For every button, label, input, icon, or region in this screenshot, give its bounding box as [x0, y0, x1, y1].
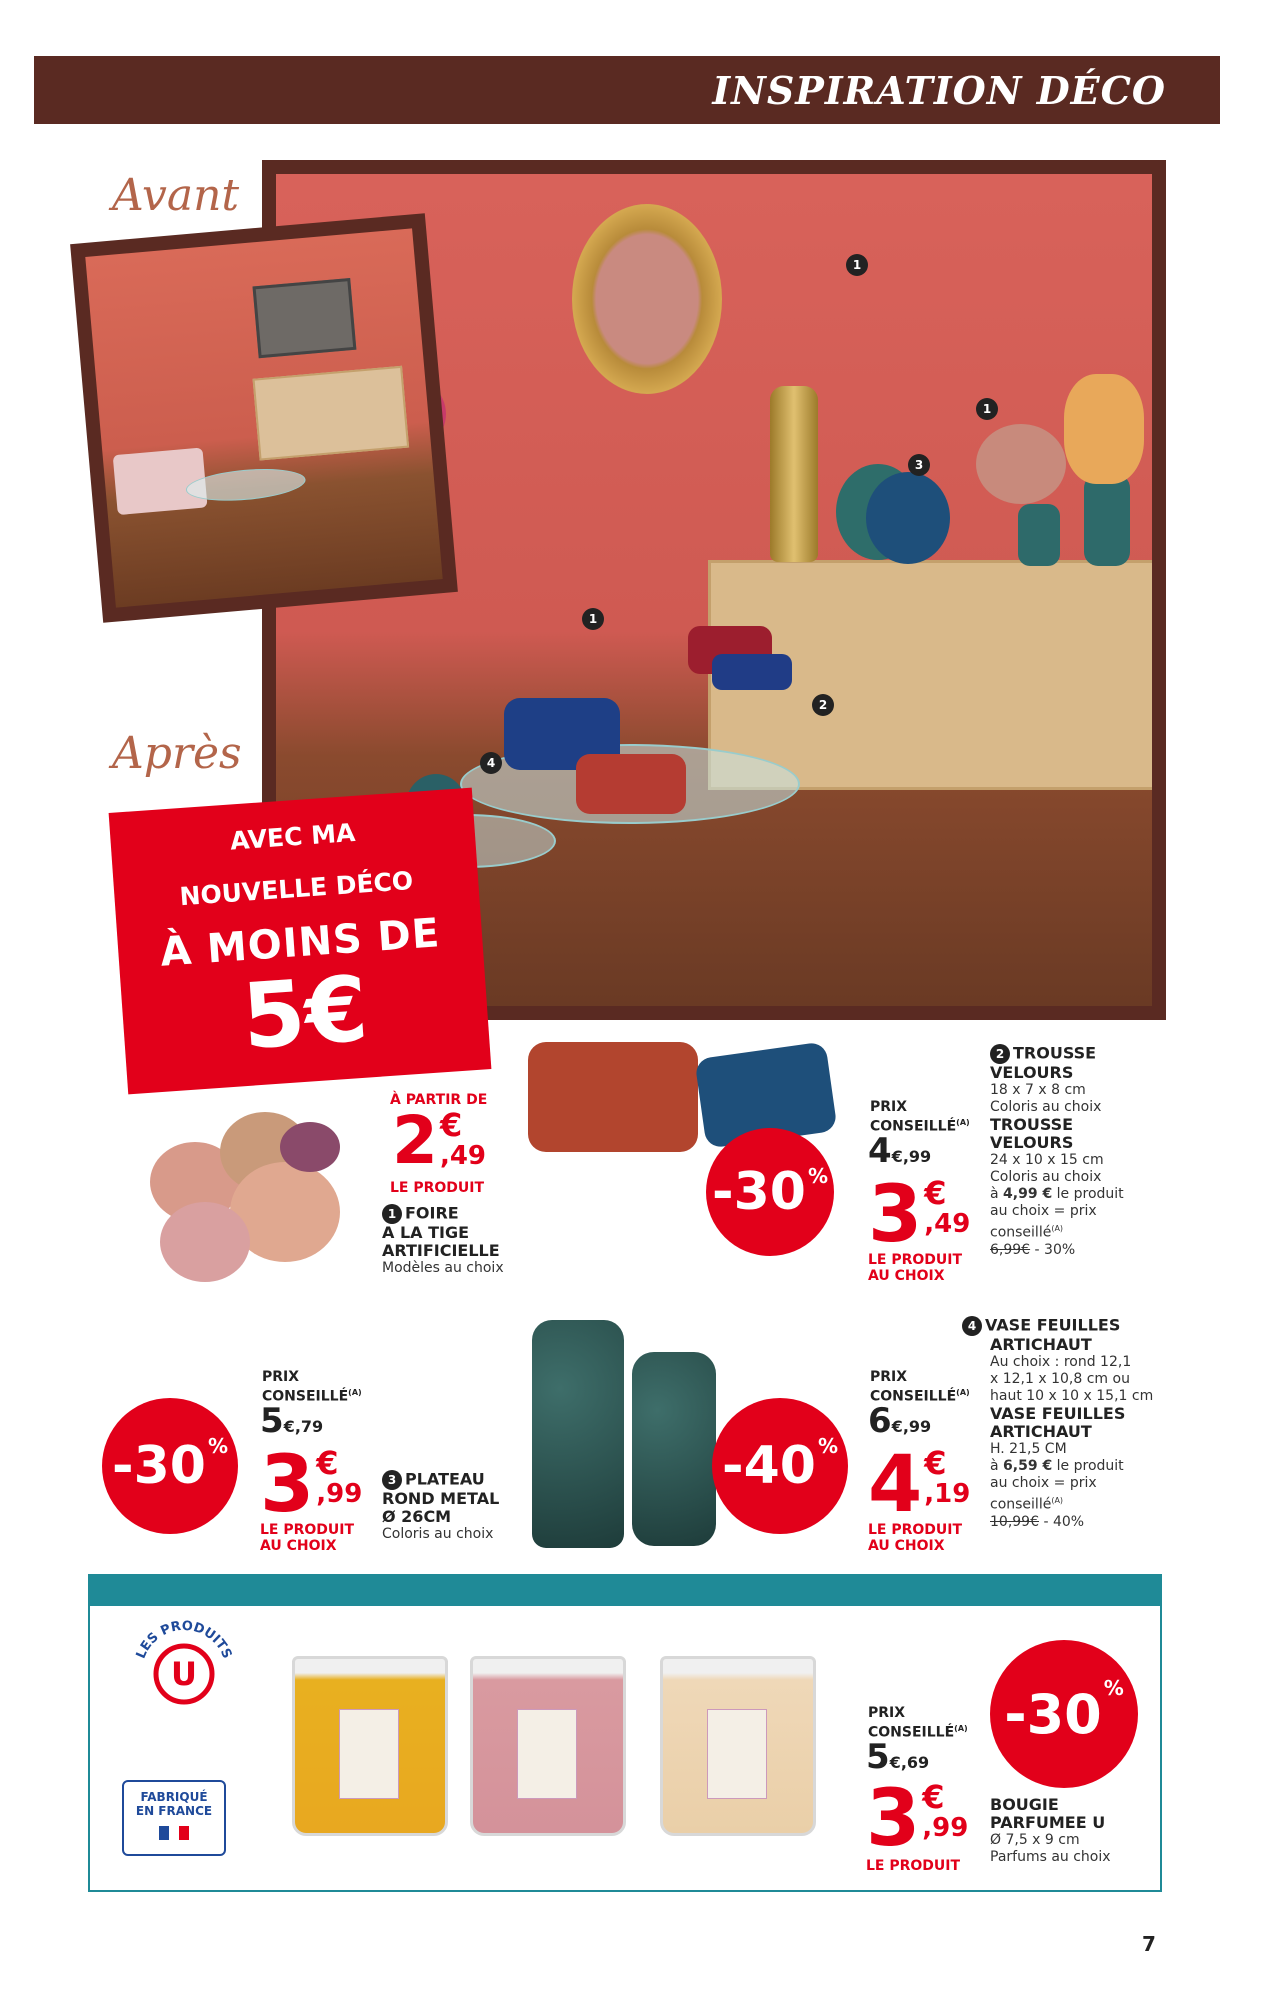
vase-discount: -40 [722, 1436, 816, 1496]
vase-price-int: 4 [868, 1440, 923, 1530]
candle-pink [470, 1656, 626, 1836]
bougie-old-cur: € [889, 1753, 901, 1772]
plateau-discount-sign: % [207, 1434, 228, 1458]
plateau-unit [260, 1522, 354, 1554]
trousse-name1-l2: VELOURS [990, 1063, 1074, 1082]
vase-desc2-l4-note: (A) [1051, 1496, 1064, 1505]
marker-1c: 1 [582, 608, 604, 630]
trousse-name2-l2: VELOURS [990, 1133, 1074, 1152]
trousse-desc2-l3b: 4,99 € [1003, 1186, 1053, 1202]
foire-name-l1: FOIRE [405, 1203, 459, 1223]
plateau-prix-l2: CONSEILLÉ [262, 1388, 349, 1405]
vase-prix-l2: CONSEILLÉ [870, 1388, 957, 1405]
trousse-desc2-l6b: - 30% [1030, 1241, 1076, 1258]
vase-number: 4 [962, 1316, 982, 1336]
bougie-desc-l2: Parfums au choix [990, 1849, 1111, 1865]
french-flag-icon [124, 1826, 224, 1840]
promo-line1: AVEC MA [229, 817, 357, 856]
foire-name-l2: A LA TIGE [382, 1223, 470, 1242]
plateau-number: 3 [382, 1470, 402, 1490]
vase-desc1-l2: x 12,1 x 10,8 cm ou [990, 1371, 1130, 1387]
trousse-desc2-l4: au choix = prix [990, 1203, 1097, 1219]
trousse-desc2-l5: conseillé [990, 1224, 1052, 1241]
trousse-desc2-l5-note: (A) [1051, 1224, 1064, 1233]
bougie-name-l2: PARFUMEE U [990, 1813, 1106, 1832]
trousse-discount-badge [706, 1128, 834, 1256]
vase-tall [1084, 474, 1130, 566]
trousse-unit-l1: LE PRODUIT [868, 1252, 963, 1268]
trousse-name1-l1: TROUSSE [1013, 1043, 1097, 1063]
vase-desc2-l1: H. 21,5 CM [990, 1441, 1067, 1457]
hydrangea-pink [976, 424, 1066, 504]
vase-prix [870, 1370, 970, 1405]
candle-cream [660, 1656, 816, 1836]
bougie-price-dec: ,99 [922, 1813, 969, 1843]
vase-desc2-l3: au choix = prix [990, 1475, 1097, 1491]
vase-name2-l1: VASE FEUILLES [990, 1404, 1126, 1423]
trousse-prix [870, 1100, 970, 1135]
trousse-price-int: 3 [868, 1170, 923, 1260]
vase-old-int: 6 [868, 1401, 892, 1441]
red-pouch [576, 754, 686, 814]
mirror [572, 204, 722, 394]
fabrique-l1: FABRIQUÉ [140, 1790, 208, 1804]
trousse-desc2-l6a: 6,99€ [990, 1241, 1031, 1258]
plateau-name-l1: PLATEAU [405, 1469, 485, 1489]
vase-name1-l1: VASE FEUILLES [985, 1315, 1121, 1335]
bougie-discount: -30 [1004, 1682, 1102, 1746]
vase-desc1-l1: Au choix : rond 12,1 [990, 1354, 1132, 1370]
bridge-picture [252, 278, 356, 358]
plateau-old-dec: ,79 [294, 1417, 324, 1436]
trousse-desc2-l2: Coloris au choix [990, 1169, 1102, 1185]
plateau-discount: -30 [112, 1436, 206, 1496]
plateau-price-cur: € [316, 1444, 339, 1482]
foire-price-dec: ,49 [439, 1141, 486, 1171]
plateau-old-cur: € [283, 1417, 295, 1436]
candle-yellow [292, 1656, 448, 1836]
fabrique-l2: EN FRANCE [135, 1804, 213, 1818]
trousse-name2-l1: TROUSSE [990, 1115, 1074, 1134]
vase-unit-l2: AU CHOIX [868, 1538, 945, 1554]
vase-old-dec: ,99 [902, 1417, 932, 1436]
vase-tall-image [532, 1320, 624, 1548]
vase-desc2-l4: conseillé [990, 1496, 1052, 1513]
trousse-price-dec: ,49 [924, 1209, 971, 1239]
foire-image [150, 1102, 350, 1292]
vase-price-cur: € [924, 1444, 947, 1482]
trousse-old-dec: ,99 [902, 1147, 932, 1166]
vase-prix-l1: PRIX [870, 1369, 908, 1385]
trousse-old-cur: € [891, 1147, 903, 1166]
vase-discount-badge [712, 1398, 848, 1534]
trousse-desc2-l1: 24 x 10 x 15 cm [990, 1152, 1104, 1168]
bougie-name-l1: BOUGIE [990, 1795, 1059, 1814]
foire-name-l3: ARTIFICIELLE [382, 1241, 500, 1260]
bougie-desc-l1: Ø 7,5 x 9 cm [990, 1832, 1080, 1848]
vase-name2-l2: ARTICHAUT [990, 1422, 1092, 1441]
vase-old-cur: € [891, 1417, 903, 1436]
vase-unit [868, 1522, 962, 1554]
promo-line3: À MOINS DE [158, 910, 442, 976]
bougie-unit: LE PRODUIT [866, 1858, 961, 1874]
foire-unit: LE PRODUIT [390, 1180, 485, 1196]
plateau-prix-note: (A) [348, 1388, 362, 1397]
foire-desc: Modèles au choix [382, 1260, 504, 1276]
before-photo [70, 213, 458, 623]
bougie-prix-l2: CONSEILLÉ [868, 1724, 955, 1741]
vase-small [1018, 504, 1060, 566]
bougie-price-cur: € [922, 1778, 945, 1816]
trousse-unit [868, 1252, 962, 1284]
marker-1a: 1 [846, 254, 868, 276]
vase-name1-l2: ARTICHAUT [990, 1335, 1092, 1354]
bougie-price-int: 3 [866, 1774, 921, 1864]
foire-from: À PARTIR DE [390, 1092, 488, 1108]
bougie-price [866, 1774, 969, 1864]
bougie-old-dec: ,69 [900, 1753, 930, 1772]
vase-prix-note: (A) [956, 1388, 970, 1397]
trousse-old-int: 4 [868, 1131, 892, 1171]
plateau-name-l3: Ø 26CM [382, 1507, 452, 1526]
vase-desc2-l2a: à [990, 1458, 1004, 1474]
fabrique-en-france-badge [122, 1780, 226, 1856]
bougie-prix-note: (A) [954, 1724, 968, 1733]
plateau-prix [262, 1370, 362, 1405]
marker-3: 3 [908, 454, 930, 476]
vase-desc1-l3: haut 10 x 10 x 15,1 cm [990, 1388, 1154, 1404]
foire-price [392, 1102, 486, 1179]
plateau-unit-l2: AU CHOIX [260, 1538, 337, 1554]
trousse-prix-note: (A) [956, 1118, 970, 1127]
trousse-number: 2 [990, 1044, 1010, 1064]
u-letter: U [171, 1655, 197, 1693]
plateau-name-l2: ROND METAL [382, 1489, 500, 1508]
after-label: Après [112, 728, 242, 779]
marker-4: 4 [480, 752, 502, 774]
vase-desc2-l5b: - 40% [1039, 1513, 1085, 1530]
bougie-info [990, 1796, 1111, 1866]
marker-2: 2 [812, 694, 834, 716]
plateau-discount-badge [102, 1398, 238, 1534]
page-number: 7 [1142, 1932, 1156, 1956]
vase-desc2-l2b: 6,59 € [1003, 1458, 1053, 1474]
trousse-desc2-l3c: le produit [1052, 1186, 1124, 1202]
promo-line2: NOUVELLE DÉCO [178, 866, 415, 912]
foire-price-cur: € [439, 1106, 463, 1144]
plateau-old-price [260, 1401, 324, 1444]
section-header [34, 56, 1220, 124]
trousse-old-price [868, 1131, 932, 1174]
plateau-old-int: 5 [260, 1401, 284, 1441]
before-label: Avant [112, 170, 240, 221]
section-title: INSPIRATION DÉCO [712, 68, 1166, 113]
marker-1b: 1 [976, 398, 998, 420]
plateau-price-dec: ,99 [316, 1479, 363, 1509]
trousse-desc2-l3a: à [990, 1186, 1004, 1202]
plateau-prix-l1: PRIX [262, 1369, 300, 1385]
trousse-discount: -30 [712, 1162, 806, 1222]
lilies [1064, 374, 1144, 484]
trousse-info [990, 1044, 1162, 1259]
trousse-desc1-l2: Coloris au choix [990, 1099, 1102, 1115]
foire-number: 1 [382, 1204, 402, 1224]
bougie-prix-l1: PRIX [868, 1705, 906, 1721]
promo-line4: 5€ [238, 956, 372, 1071]
plateau-unit-l1: LE PRODUIT [260, 1522, 355, 1538]
les-produits-text: LES PRODUITS [133, 1618, 235, 1661]
trousse-price-cur: € [924, 1174, 947, 1212]
trousse-prix-l1: PRIX [870, 1099, 908, 1115]
bougie-prix [868, 1706, 968, 1741]
promo-box [109, 788, 492, 1095]
trousse-red-image [528, 1042, 698, 1152]
gold-vase [770, 386, 818, 562]
bougie-discount-sign: % [1103, 1676, 1124, 1700]
foire-info [382, 1204, 504, 1277]
bougie-discount-badge [990, 1640, 1138, 1788]
sideboard-before [253, 366, 410, 461]
vase-desc2-l5a: 10,99€ [990, 1513, 1039, 1530]
vase-info [962, 1316, 1162, 1531]
vase-round-image [632, 1352, 716, 1546]
blue-pouch-shelf [712, 654, 792, 690]
plateau-price-int: 3 [260, 1440, 315, 1530]
vase-desc2-l2c: le produit [1052, 1458, 1124, 1474]
les-produits-u-logo [128, 1612, 240, 1716]
bougie-old-int: 5 [866, 1737, 890, 1777]
trousse-unit-l2: AU CHOIX [868, 1268, 945, 1284]
vase-discount-sign: % [817, 1434, 838, 1458]
vase-old-price [868, 1401, 932, 1444]
trousse-discount-sign: % [807, 1164, 828, 1188]
trousse-prix-l2: CONSEILLÉ [870, 1118, 957, 1135]
blue-tray [866, 472, 950, 564]
plateau-desc: Coloris au choix [382, 1526, 494, 1542]
plateau-info [382, 1470, 499, 1543]
trousse-desc1-l1: 18 x 7 x 8 cm [990, 1082, 1086, 1098]
vase-unit-l1: LE PRODUIT [868, 1522, 963, 1538]
vase-price-dec: ,19 [924, 1479, 971, 1509]
foire-price-int: 2 [392, 1102, 438, 1179]
